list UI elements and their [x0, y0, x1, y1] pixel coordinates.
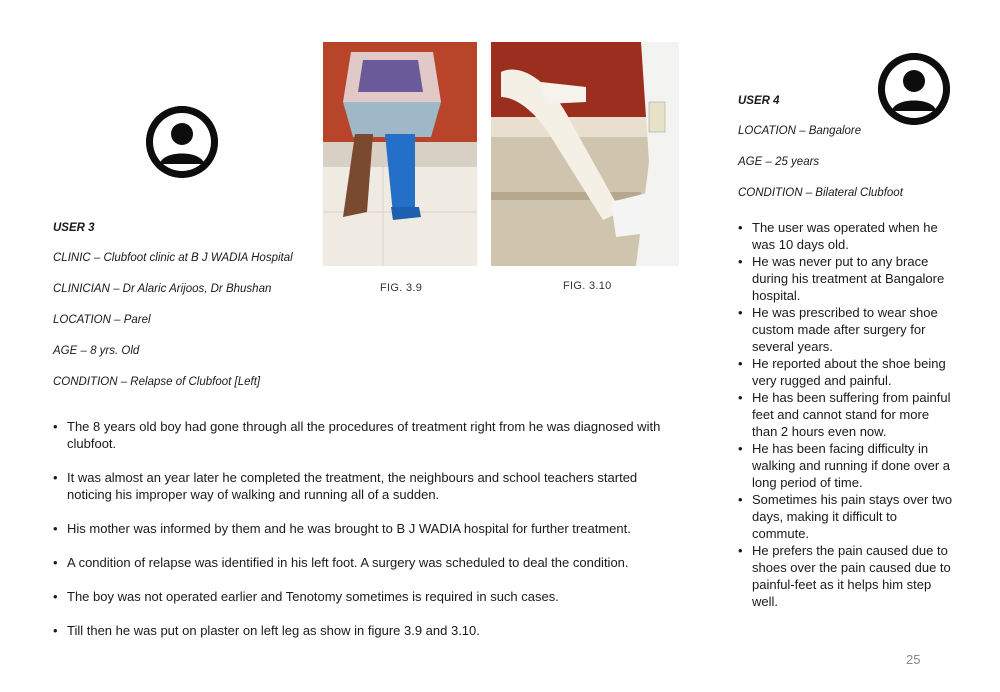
list-item: • The 8 years old boy had gone through all the procedures of treatment right from he was diagnosed with clubfoot. [53, 418, 673, 452]
figure-3-10-photo [491, 42, 679, 266]
list-item: • He prefers the pain caused due to shoes over the pain caused due to painful-feet as it helps him step well. [738, 542, 953, 610]
list-item: • Till then he was put on plaster on left leg as show in figure 3.9 and 3.10. [53, 622, 673, 639]
list-item: • He has been suffering from painful feet and cannot stand for more than 2 hours even now. [738, 389, 953, 440]
figure-3-9-photo [323, 42, 477, 266]
list-item: • Sometimes his pain stays over two days, making it difficult to commute. [738, 491, 953, 542]
user3-location: LOCATION – Parel [53, 314, 151, 326]
user-avatar-icon [878, 53, 950, 125]
list-item: • He was never put to any brace during his treatment at Bangalore hospital. [738, 253, 953, 304]
list-item: • A condition of relapse was identified in his left foot. A surgery was scheduled to deal the condition. [53, 554, 673, 571]
list-item: • It was almost an year later he completed the treatment, the neighbours and school teachers started noticing his improper way of walking and running all of a sudden. [53, 469, 673, 503]
list-item: • He reported about the shoe being very rugged and painful. [738, 355, 953, 389]
user4-bullet-list [738, 219, 953, 610]
user-avatar-icon [146, 106, 218, 178]
figure-3-9-caption: FIG. 3.9 [380, 282, 423, 294]
user3-condition: CONDITION – Relapse of Clubfoot [Left] [53, 376, 261, 388]
user4-location: LOCATION – Bangalore [738, 125, 862, 137]
list-item: • His mother was informed by them and he was brought to B J WADIA hospital for further treatment. [53, 520, 673, 537]
user4-heading: USER 4 [738, 95, 780, 107]
user3-clinic: CLINIC – Clubfoot clinic at B J WADIA Hospital [53, 252, 293, 264]
user3-age: AGE – 8 yrs. Old [53, 345, 140, 357]
user3-clinician: CLINICIAN – Dr Alaric Arijoos, Dr Bhushan [53, 283, 272, 295]
figure-3-10-caption: FIG. 3.10 [563, 280, 612, 292]
user3-heading: USER 3 [53, 222, 95, 234]
list-item: • The user was operated when he was 10 days old. [738, 219, 953, 253]
list-item: • The boy was not operated earlier and Tenotomy sometimes is required in such cases. [53, 588, 673, 605]
user4-condition: CONDITION – Bilateral Clubfoot [738, 187, 903, 199]
user4-age: AGE – 25 years [738, 156, 820, 168]
list-item: • He was prescribed to wear shoe custom made after surgery for several years. [738, 304, 953, 355]
page-number: 25 [906, 652, 921, 667]
list-item: • He has been facing difficulty in walking and running if done over a long period of time. [738, 440, 953, 491]
user3-bullet-list [53, 418, 673, 656]
